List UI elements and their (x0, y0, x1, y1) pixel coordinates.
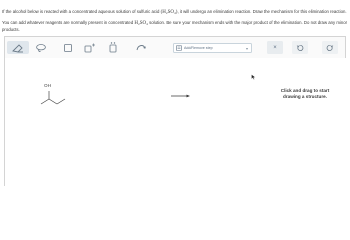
lasso-button[interactable] (32, 41, 49, 54)
close-icon: × (273, 44, 277, 51)
curved-arrow-button[interactable] (133, 41, 148, 54)
redo-icon (326, 44, 334, 52)
ring-icon (63, 43, 73, 53)
acid-formula: (H₂SO₄) (160, 10, 178, 15)
ring-template-button[interactable] (61, 41, 75, 54)
undo-button[interactable] (292, 41, 308, 54)
drawing-toolbar (4, 36, 346, 58)
question-text (2, 9, 348, 36)
step-icon (176, 45, 182, 51)
charge-button[interactable] (83, 41, 97, 54)
eraser-button[interactable] (7, 41, 29, 54)
lasso-icon (35, 43, 47, 53)
add-remove-step-label: Add/Remove step (184, 45, 213, 50)
question-line1-post: , it will undergo an elimination reaction. Draw the mechanism for this elimination reaction. (177, 9, 347, 14)
lone-pair-button[interactable] (107, 41, 119, 54)
mouse-cursor-icon (251, 74, 257, 80)
question-line1-pre: If the alcohol below is reacted with a concentrated aqueous solution of sulfuric acid (2, 9, 160, 14)
clear-button[interactable] (267, 41, 283, 54)
question-paragraph-1 (2, 9, 348, 16)
redo-button[interactable] (322, 41, 338, 54)
canvas-prompt (266, 88, 344, 100)
alcohol-structure (24, 66, 80, 114)
hydroxyl-label: OH (44, 82, 52, 88)
lone-pair-icon (108, 42, 118, 53)
canvas-prompt-line-1: Click and drag to start (280, 88, 330, 93)
question-line2-post: solution. Be sure your mechanism ends with the major product of the elimination. Do not draw any minor products. (2, 20, 348, 33)
chevron-down-icon: ▾ (245, 45, 248, 51)
curved-arrow-icon (135, 43, 147, 52)
reaction-arrow (171, 94, 191, 98)
reagent-formula: H₂SO₄ (134, 21, 148, 26)
add-remove-step-button[interactable] (173, 43, 252, 53)
eraser-icon (11, 43, 25, 53)
question-line2-pre: You can add whatever reagents are normally present in concentrated (2, 20, 134, 25)
undo-icon (296, 44, 304, 52)
question-paragraph-2 (2, 20, 348, 34)
charge-icon (84, 43, 96, 53)
canvas-prompt-line-2: drawing a structure. (283, 94, 327, 100)
